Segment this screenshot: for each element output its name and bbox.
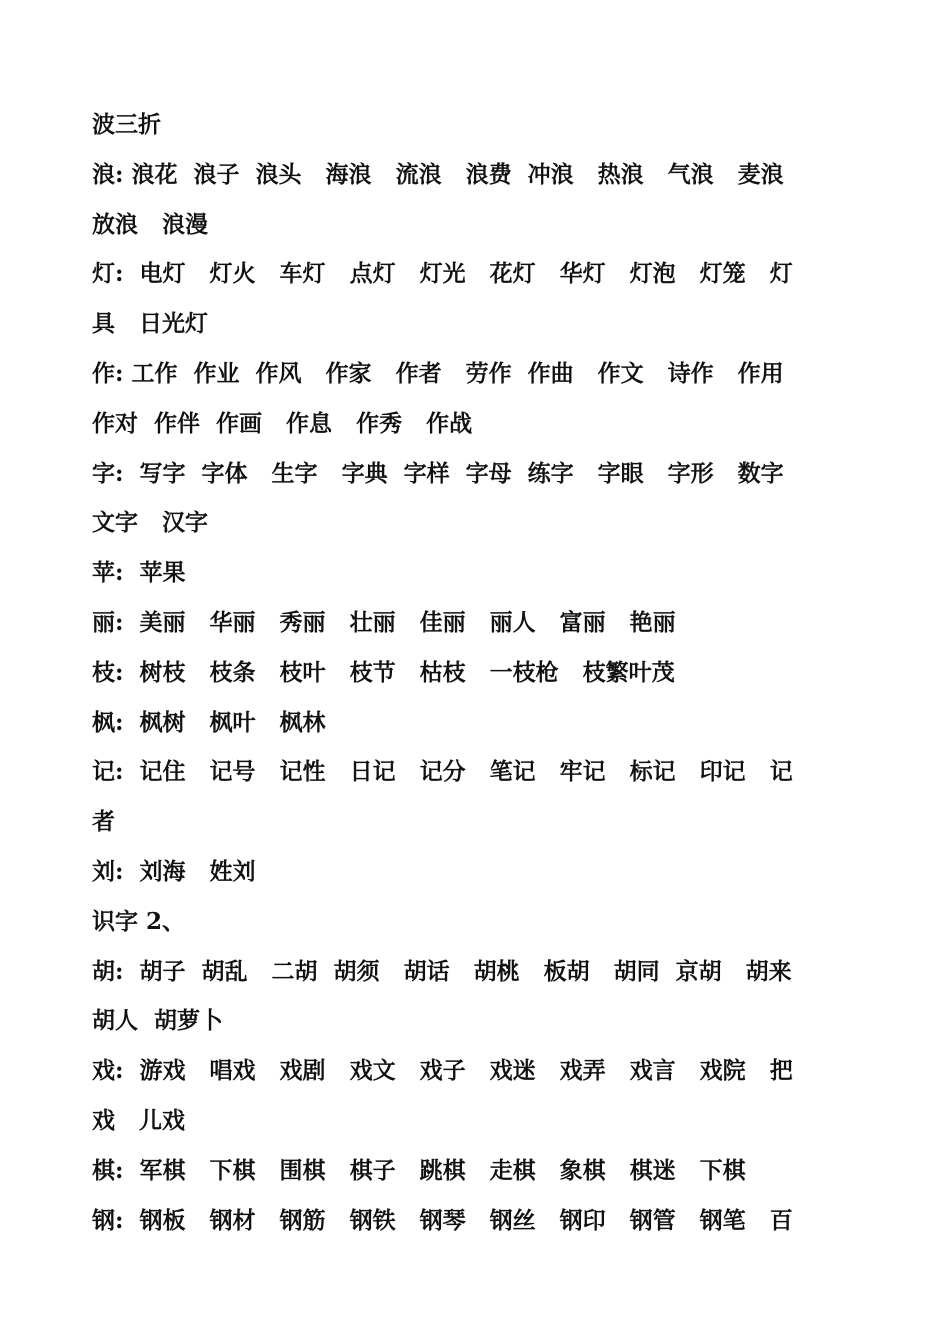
text-line: 者 <box>92 808 115 836</box>
section-heading: 识字 2、 <box>92 907 186 935</box>
text-line: 丽: 美丽 华丽 秀丽 壮丽 佳丽 丽人 富丽 艳丽 <box>92 608 676 636</box>
text-line: 钢: 钢板 钢材 钢筋 钢铁 钢琴 钢丝 钢印 钢管 钢笔 百 <box>92 1206 793 1234</box>
document-page <box>92 100 862 1245</box>
text-line: 戏: 游戏 唱戏 戏剧 戏文 戏子 戏迷 戏弄 戏言 戏院 把 <box>92 1057 793 1085</box>
text-line: 作对 作伴 作画 作息 作秀 作战 <box>92 409 473 437</box>
text-line: 放浪 浪漫 <box>92 210 209 238</box>
text-line: 具 日光灯 <box>92 310 209 338</box>
text-line: 文字 汉字 <box>92 509 209 537</box>
text-line: 字: 写字 字体 生字 字典 字样 字母 练字 字眼 字形 数字 <box>92 459 784 487</box>
text-line: 记: 记住 记号 记性 日记 记分 笔记 牢记 标记 印记 记 <box>92 758 793 786</box>
text-line: 枫: 枫树 枫叶 枫林 <box>92 708 326 736</box>
text-line: 浪: 浪花 浪子 浪头 海浪 流浪 浪费 冲浪 热浪 气浪 麦浪 <box>92 160 784 188</box>
text-line: 刘: 刘海 姓刘 <box>92 857 256 885</box>
text-line: 作: 工作 作业 作风 作家 作者 劳作 作曲 作文 诗作 作用 <box>92 359 784 387</box>
text-line: 灯: 电灯 灯火 车灯 点灯 灯光 花灯 华灯 灯泡 灯笼 灯 <box>92 260 793 288</box>
text-line: 波三折 <box>92 111 161 138</box>
text-line: 胡: 胡子 胡乱 二胡 胡须 胡话 胡桃 板胡 胡同 京胡 胡来 <box>92 957 792 985</box>
text-line: 棋: 军棋 下棋 围棋 棋子 跳棋 走棋 象棋 棋迷 下棋 <box>92 1156 746 1184</box>
text-line: 胡人 胡萝卜 <box>92 1007 224 1035</box>
text-line: 苹: 苹果 <box>92 559 186 587</box>
text-line: 枝: 树枝 枝条 枝叶 枝节 枯枝 一枝枪 枝繁叶茂 <box>92 658 675 686</box>
text-line: 戏 儿戏 <box>92 1106 186 1134</box>
